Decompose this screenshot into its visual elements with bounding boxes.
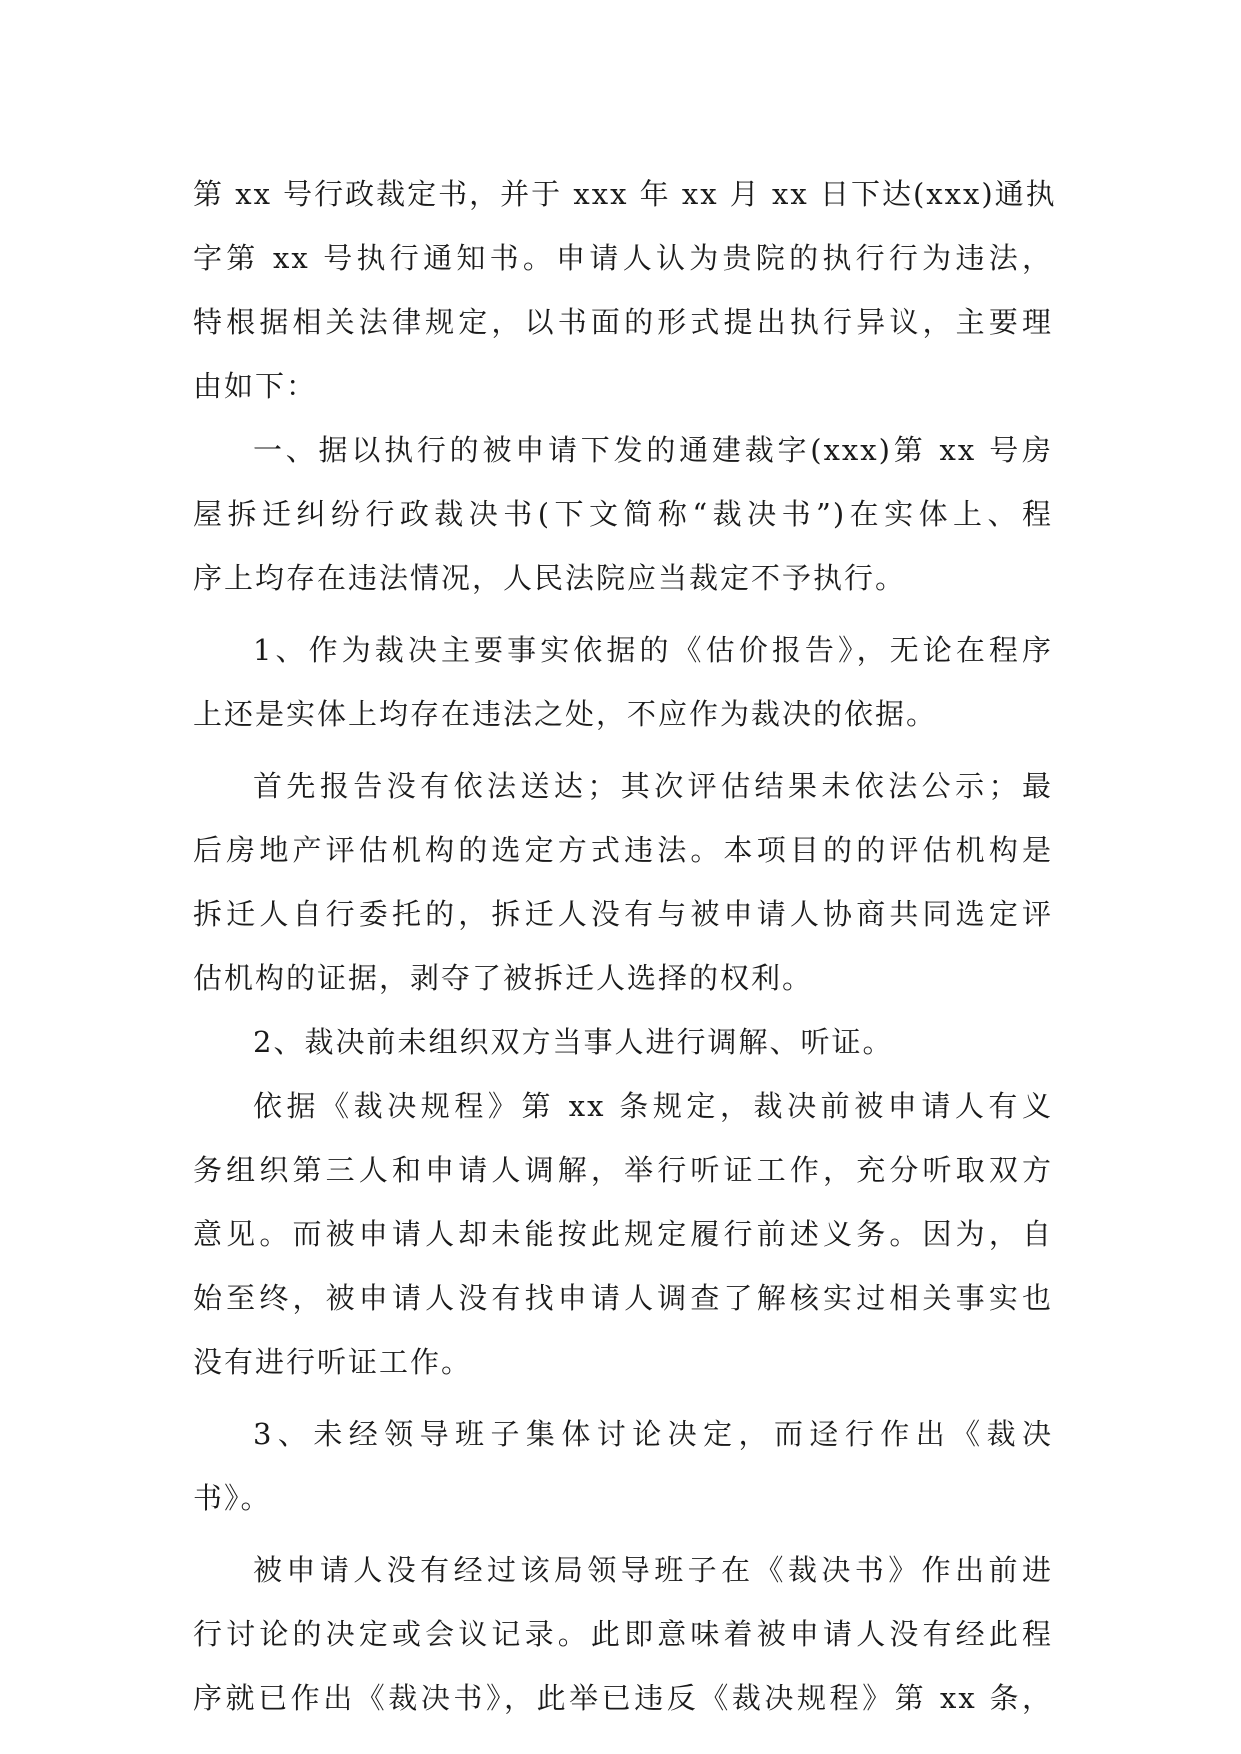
text-line: 没有进行听证工作。 [193,1345,473,1379]
paragraph [193,1538,1053,1730]
text-line: 始至终，被申请人没有找申请人调查了解核实过相关事实也 [193,1281,1053,1315]
document-body [193,162,1057,1730]
text-line: 3、未经领导班子集体讨论决定，而迳行作出《裁决 [253,1417,1053,1451]
text-line: 1、作为裁决主要事实依据的《估价报告》，无论在程序 [253,633,1053,667]
paragraph [193,1010,1053,1074]
text-line: 字第 xx 号执行通知书。申请人认为贵院的执行行为违法， [193,241,1053,275]
text-line: 2、裁决前未组织双方当事人进行调解、听证。 [253,1025,894,1059]
paragraph [193,754,1053,1010]
text-line: 由如下： [193,369,318,403]
text-line: 屋拆迁纠纷行政裁决书(下文简称“裁决书”)在实体上、程 [193,497,1053,531]
paragraph [193,618,1053,746]
text-line: 依据《裁决规程》第 xx 条规定，裁决前被申请人有义 [253,1089,1053,1123]
text-line: 意见。而被申请人却未能按此规定履行前述义务。因为，自 [193,1217,1053,1251]
text-line: 序上均存在违法情况，人民法院应当裁定不予执行。 [193,561,907,595]
text-line: 一、据以执行的被申请下发的通建裁字(xxx)第 xx 号房 [253,433,1053,467]
text-line: 被申请人没有经过该局领导班子在《裁决书》作出前进 [253,1553,1053,1587]
paragraph [193,1074,1053,1394]
text-line: 序就已作出《裁决书》，此举已违反《裁决规程》第 xx 条， [193,1681,1053,1715]
text-line: 拆迁人自行委托的，拆迁人没有与被申请人协商共同选定评 [193,897,1053,931]
paragraph [193,418,1053,610]
paragraph [193,162,1057,418]
text-line: 务组织第三人和申请人调解，举行听证工作，充分听取双方 [193,1153,1053,1187]
text-line: 书》。 [193,1481,272,1515]
text-line: 首先报告没有依法送达；其次评估结果未依法公示；最 [253,769,1053,803]
text-line: 特根据相关法律规定，以书面的形式提出执行异议，主要理 [193,305,1053,339]
text-line: 估机构的证据，剥夺了被拆迁人选择的权利。 [193,961,814,995]
paragraph [193,1402,1053,1530]
text-line: 上还是实体上均存在违法之处，不应作为裁决的依据。 [193,697,938,731]
text-line: 行讨论的决定或会议记录。此即意味着被申请人没有经此程 [193,1617,1053,1651]
text-line: 第 xx 号行政裁定书，并于 xxx 年 xx 月 xx 日下达(xxx)通执 [193,177,1057,211]
text-line: 后房地产评估机构的选定方式违法。本项目的的评估机构是 [193,833,1053,867]
